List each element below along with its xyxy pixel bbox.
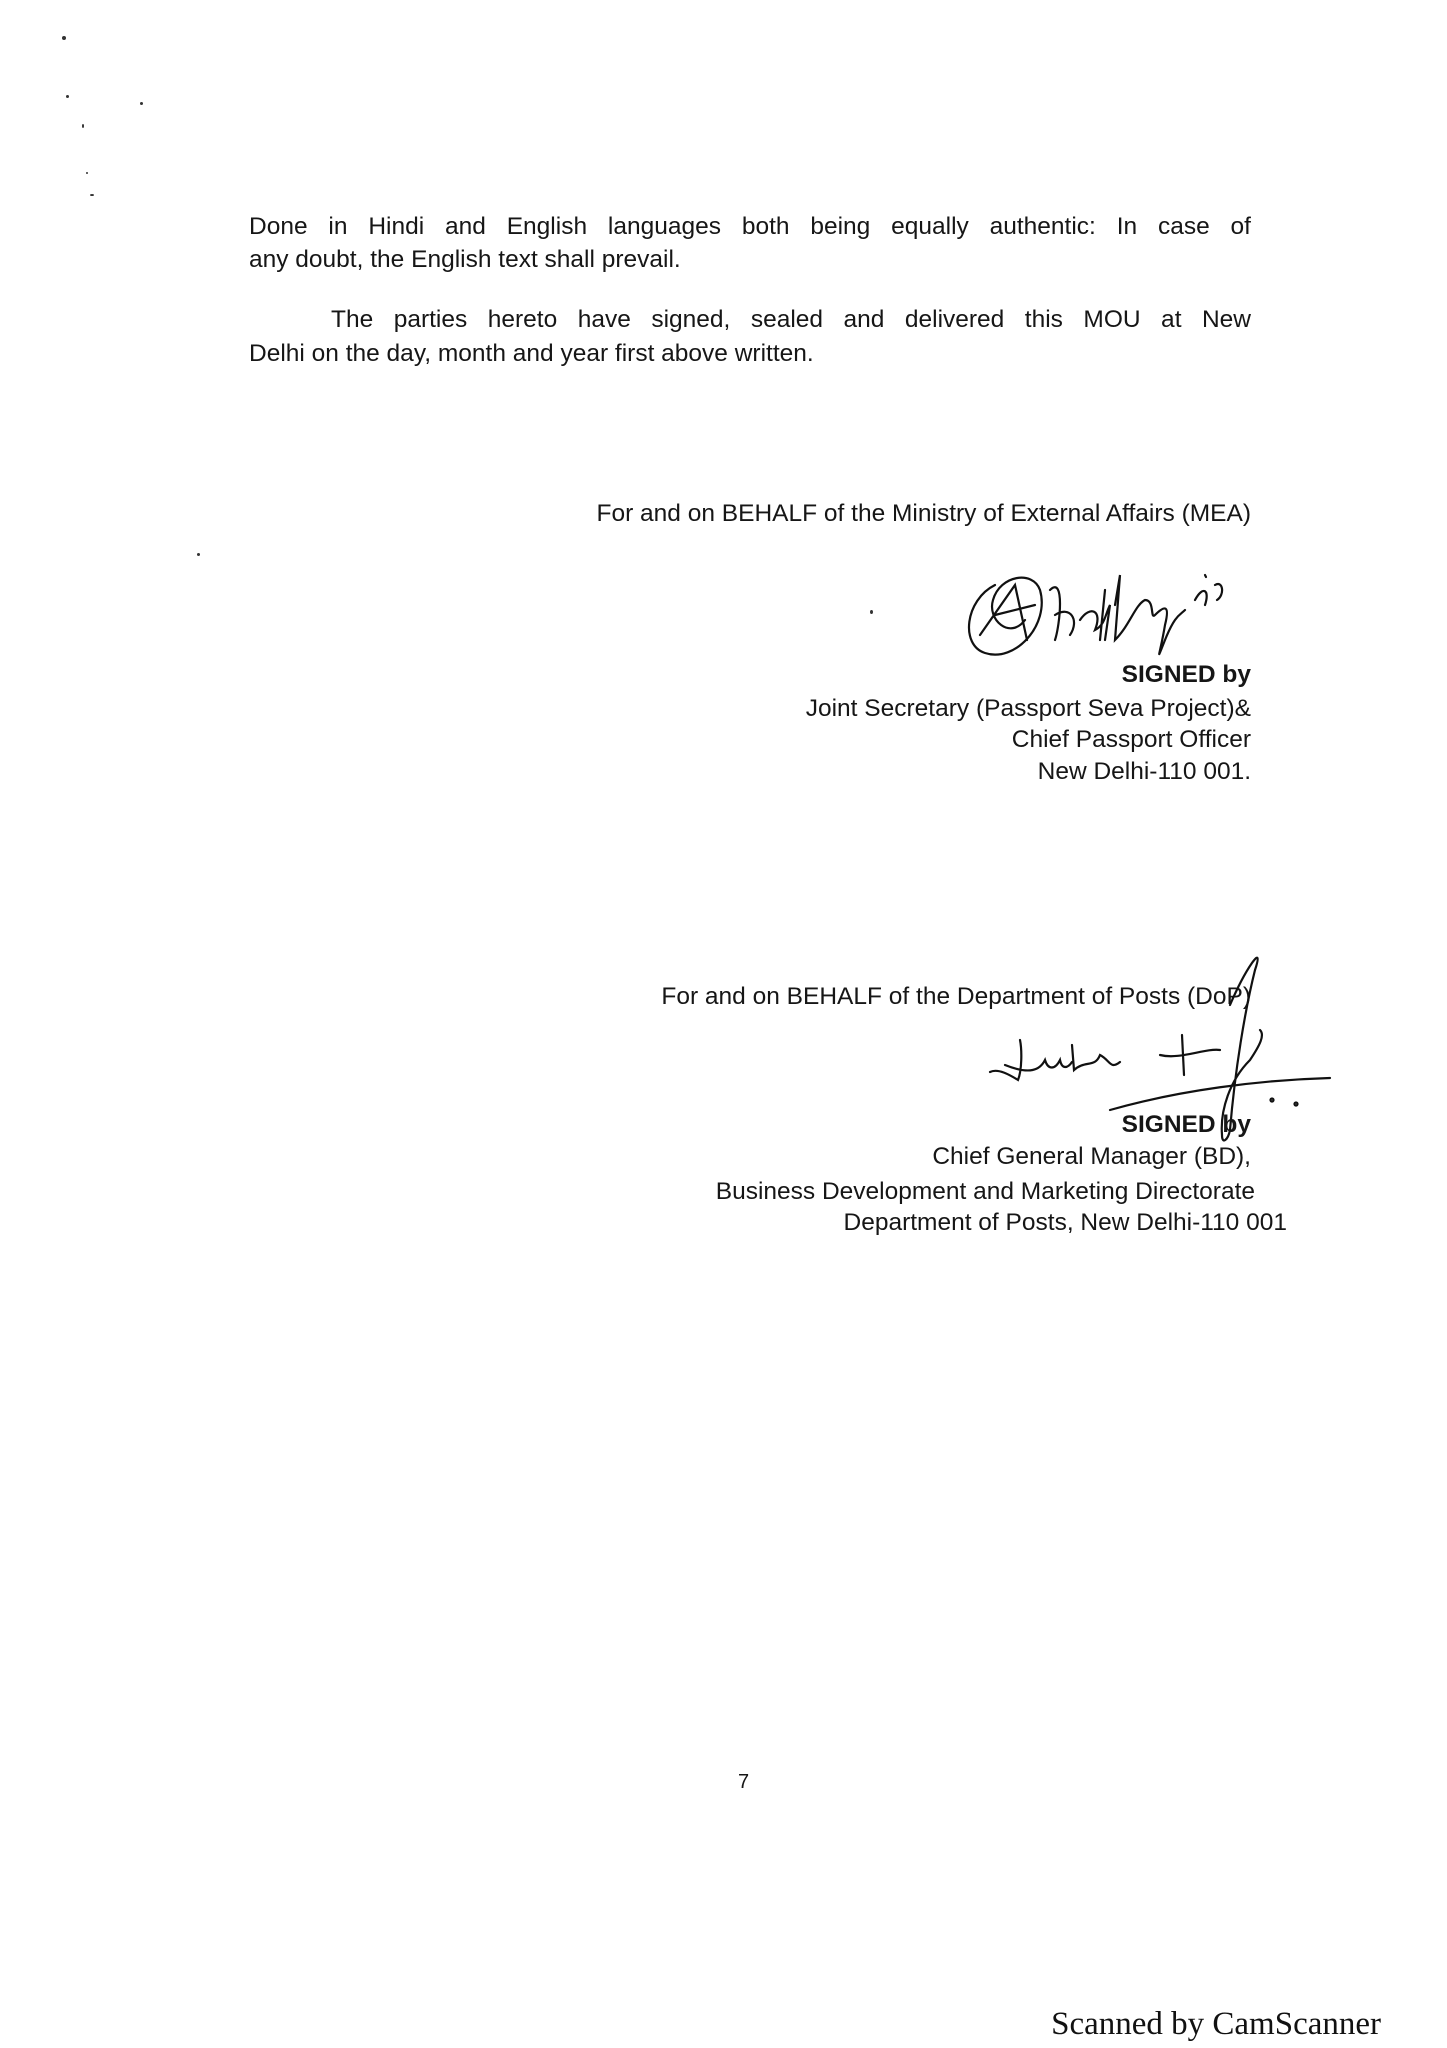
dop-behalf-line: For and on BEHALF of the Department of Posts (DoP) [661,983,1251,1010]
dop-signed-by: SIGNED by [1121,1111,1251,1138]
mea-signed-by: SIGNED by [1121,661,1251,688]
dop-title-line3: Department of Posts, New Delhi-110 001 [843,1209,1287,1236]
scan-speck [197,553,200,556]
mea-title-line2: Chief Passport Officer [1011,726,1251,753]
paragraph2-line2: Delhi on the day, month and year first above written. [249,340,814,367]
dop-title-line1: Chief General Manager (BD), [932,1143,1251,1170]
mea-title-line3: New Delhi-110 001. [1037,758,1251,785]
scan-speck [66,95,69,98]
dop-title-line2: Business Development and Marketing Directorate [715,1178,1255,1205]
scan-speck [62,36,66,40]
camscanner-watermark: Scanned by CamScanner [1051,2006,1381,2042]
scan-speck [82,124,84,128]
mea-behalf-line: For and on BEHALF of the Ministry of External Affairs (MEA) [596,500,1251,527]
page-number: 7 [738,1771,750,1793]
paragraph2-line1: The parties hereto have signed, sealed and delivered this MOU at New [331,306,1251,333]
paragraph1-line1: Done in Hindi and English languages both being equally authentic: In case of [249,213,1251,240]
scan-speck [90,194,94,196]
mea-title-line1: Joint Secretary (Passport Seva Project)& [805,695,1251,722]
scan-speck [86,172,88,174]
scan-speck [870,610,873,614]
mea-signature [955,545,1255,665]
paragraph1-line2: any doubt, the English text shall prevail. [249,246,681,273]
scan-speck [140,102,143,105]
